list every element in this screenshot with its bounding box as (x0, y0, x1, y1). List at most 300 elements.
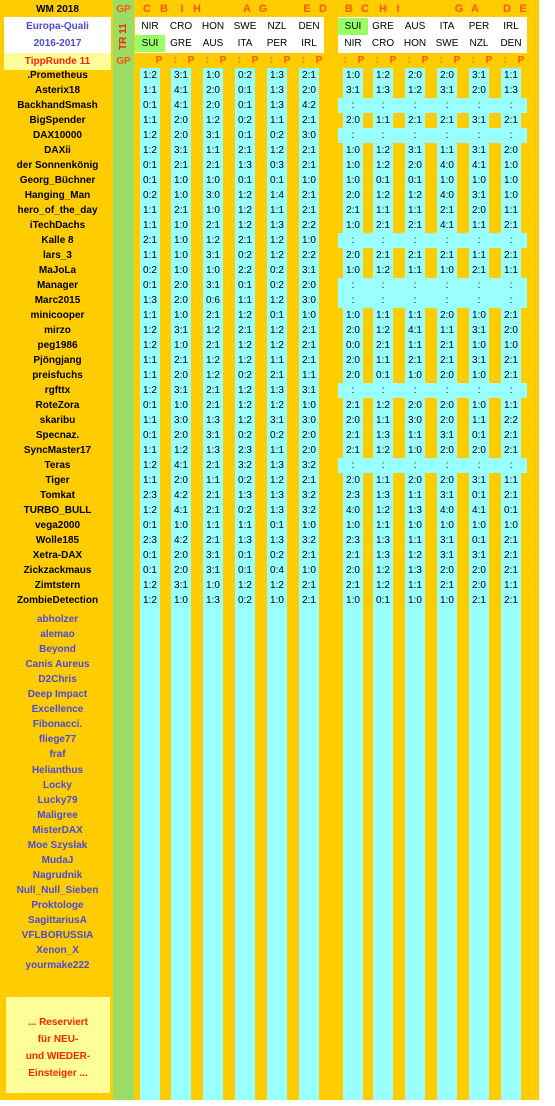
tip-cell: 1:0 (174, 340, 188, 351)
tip-cell: 3:1 (302, 385, 316, 396)
tip-cell: 1:3 (206, 445, 220, 456)
result-cell: 1:0 (440, 265, 454, 276)
result-cell: 2:0 (472, 580, 486, 591)
tip-cell: 2:1 (302, 70, 316, 81)
player-name: Tiger (45, 475, 70, 486)
subheader-left: : (269, 55, 273, 66)
gp-label-top: GP (116, 4, 131, 15)
tip-cell: 2:0 (302, 85, 316, 96)
gp-label-sub: GP (116, 56, 131, 67)
result-cell: 3:1 (472, 355, 486, 366)
result-cell: 1:0 (408, 595, 422, 606)
tip-cell: 1:2 (270, 400, 284, 411)
team-left-top: DEN (298, 21, 320, 32)
result-cell: 1:1 (504, 265, 518, 276)
result-cell: 1:0 (504, 340, 518, 351)
result-cell: 2:0 (440, 475, 454, 486)
subheader-left: P (283, 55, 291, 66)
player-name: vega2000 (34, 520, 81, 531)
result-cell: 4:0 (346, 505, 360, 516)
tip-cell: 2:0 (174, 370, 188, 381)
tip-cell: 1:3 (206, 595, 220, 606)
result-cell: 4:1 (472, 505, 486, 516)
tip-cell: 1:0 (302, 520, 316, 531)
team-right-top: GRE (372, 21, 394, 32)
tip-cell: 1:0 (174, 595, 188, 606)
subheader-left: P (219, 55, 227, 66)
result-cell: 1:1 (408, 535, 422, 546)
result-cell: 1:1 (408, 340, 422, 351)
result-cell: : (509, 130, 513, 141)
result-cell: 2:0 (472, 445, 486, 456)
tip-cell: 3:1 (206, 130, 220, 141)
tip-cell: 2:0 (174, 280, 188, 291)
inactive-player-name: Null_Null_Sieben (16, 884, 99, 896)
tip-cell: 0:2 (143, 265, 157, 276)
tip-cell: 1:0 (302, 175, 316, 186)
inactive-player-name: fliege77 (38, 734, 77, 746)
tip-cell: 3:0 (302, 295, 316, 306)
result-cell: 1:1 (408, 310, 422, 321)
tip-cell: 1:1 (270, 445, 284, 456)
tip-cell: 2:0 (302, 280, 316, 291)
tip-cell: 2:1 (206, 505, 220, 516)
tip-cell: 2:0 (174, 475, 188, 486)
result-cell: : (445, 100, 449, 111)
inactive-player-name: yourmake222 (25, 960, 90, 972)
tip-cell: 1:0 (206, 205, 220, 216)
result-cell: 2:1 (346, 550, 360, 561)
result-cell: 2:1 (440, 355, 454, 366)
tip-cell: 0:2 (270, 265, 284, 276)
result-cell: 1:0 (346, 70, 360, 81)
result-cell: 1:0 (346, 520, 360, 531)
team-right-top: SUI (338, 18, 368, 35)
tip-cell: 1:0 (174, 190, 188, 201)
result-cell: 3:1 (472, 190, 486, 201)
tip-cell: 0:2 (238, 115, 252, 126)
subheader-right: : (471, 55, 475, 66)
tip-cell: 1:1 (206, 475, 220, 486)
result-cell: 1:3 (376, 490, 390, 501)
player-name: Asterix18 (34, 85, 81, 96)
tip-cell: 1:1 (143, 355, 157, 366)
result-cell: : (477, 295, 481, 306)
result-cell: 1:0 (472, 175, 486, 186)
player-name: RoteZora (35, 400, 80, 411)
tip-cell: 0:1 (143, 100, 157, 111)
result-cell: 2:1 (376, 340, 390, 351)
result-cell: 2:0 (440, 445, 454, 456)
result-cell: : (445, 460, 449, 471)
tip-cell: 2:2 (302, 250, 316, 261)
tip-cell: 1:2 (238, 415, 252, 426)
result-cell: 1:3 (408, 565, 422, 576)
result-cell: 1:2 (376, 565, 390, 576)
player-name: DAXii (44, 145, 71, 156)
tip-cell: 1:2 (238, 340, 252, 351)
team-left-top: HON (201, 21, 225, 32)
tip-cell: 3:1 (206, 280, 220, 291)
tip-cell: 0:1 (143, 550, 157, 561)
result-cell: 2:0 (408, 475, 422, 486)
tip-cell: 1:3 (238, 160, 252, 171)
tip-cell: 1:0 (174, 220, 188, 231)
result-cell: : (413, 280, 417, 291)
tip-cell: 1:2 (143, 385, 157, 396)
result-cell: 1:2 (376, 445, 390, 456)
group-letter-right: A (471, 3, 479, 15)
result-cell: 2:1 (440, 205, 454, 216)
result-cell: 1:0 (504, 190, 518, 201)
tip-cell: 3:1 (174, 145, 188, 156)
result-cell: : (445, 385, 449, 396)
tip-cell: 1:2 (238, 190, 252, 201)
result-cell: : (413, 130, 417, 141)
result-cell: 1:1 (504, 580, 518, 591)
tip-cell: 4:2 (174, 490, 188, 501)
tip-cell: 2:0 (206, 100, 220, 111)
result-cell: 2:0 (408, 400, 422, 411)
team-left-bottom: GRE (170, 38, 192, 49)
player-name: SyncMaster17 (23, 445, 92, 456)
result-cell: 1:0 (472, 310, 486, 321)
tip-cell: 1:2 (238, 310, 252, 321)
result-cell: 0:1 (472, 430, 486, 441)
group-letter-right: G (454, 3, 464, 15)
tip-cell: 0:2 (143, 190, 157, 201)
result-cell: 4:0 (440, 190, 454, 201)
result-cell: : (477, 385, 481, 396)
tip-cell: 1:0 (174, 310, 188, 321)
tip-cell: 1:0 (206, 265, 220, 276)
tip-cell: 2:1 (206, 400, 220, 411)
tip-cell: 1:3 (270, 85, 284, 96)
player-name: TURBO_BULL (23, 505, 92, 516)
tip-cell: 3:1 (302, 265, 316, 276)
tip-cell: 1:2 (270, 340, 284, 351)
result-cell: 2:1 (346, 400, 360, 411)
inactive-player-name: fraf (49, 749, 66, 761)
tip-cell: 1:3 (270, 505, 284, 516)
newcomer-box (6, 997, 110, 1093)
tip-cell: 1:0 (302, 400, 316, 411)
result-cell: 2:0 (346, 355, 360, 366)
tip-cell: 1:2 (270, 580, 284, 591)
tip-cell: 2:1 (302, 325, 316, 336)
result-cell: 1:0 (346, 145, 360, 156)
tip-cell: 1:3 (206, 415, 220, 426)
inactive-player-name: Deep Impact (27, 689, 88, 701)
result-cell: 3:1 (472, 475, 486, 486)
tip-cell: 2:0 (174, 430, 188, 441)
tip-cell: 2:0 (302, 445, 316, 456)
player-name: mirzo (44, 325, 71, 336)
tip-cell: 1:3 (143, 295, 157, 306)
result-cell: 2:0 (504, 325, 518, 336)
result-cell: 1:2 (376, 265, 390, 276)
tip-cell: 0:1 (143, 280, 157, 291)
result-cell: 2:1 (504, 565, 518, 576)
result-cell: : (445, 130, 449, 141)
subheader-right: : (407, 55, 411, 66)
result-cell: 1:1 (376, 355, 390, 366)
inactive-player-name: MudaJ (41, 854, 74, 866)
tip-cell: 1:2 (143, 460, 157, 471)
subheader-right: : (343, 55, 347, 66)
tip-cell: 1:2 (143, 505, 157, 516)
result-cell: 1:1 (440, 325, 454, 336)
tip-cell: 2:1 (302, 115, 316, 126)
result-cell: : (351, 130, 355, 141)
team-right-bottom: NZL (469, 38, 489, 49)
tip-cell: 1:2 (143, 130, 157, 141)
result-cell: 1:0 (346, 220, 360, 231)
tip-cell: 1:2 (238, 580, 252, 591)
tip-cell: 1:2 (174, 445, 188, 456)
tip-cell: 1:2 (270, 325, 284, 336)
result-cell: 1:2 (376, 190, 390, 201)
tip-cell: 1:2 (270, 235, 284, 246)
tip-cell: 1:0 (174, 235, 188, 246)
team-left-bottom: IRL (301, 38, 317, 49)
tip-cell: 1:1 (143, 415, 157, 426)
subheader-right: : (375, 55, 379, 66)
result-cell: 2:1 (504, 355, 518, 366)
footer-line4: Einsteiger ... (28, 1068, 88, 1079)
tip-cell: 1:2 (270, 145, 284, 156)
subheader-left: P (187, 55, 195, 66)
result-cell: : (509, 295, 513, 306)
tip-cell: 1:2 (143, 70, 157, 81)
result-cell: 2:0 (346, 565, 360, 576)
tip-cell: 1:1 (143, 220, 157, 231)
tip-cell: 1:1 (143, 310, 157, 321)
tip-cell: 1:0 (174, 250, 188, 261)
result-cell: 2:0 (346, 325, 360, 336)
tip-cell: 4:1 (174, 505, 188, 516)
result-cell: 3:1 (346, 85, 360, 96)
tip-cell: 2:1 (143, 235, 157, 246)
result-cell: 1:2 (376, 160, 390, 171)
tip-cell: 4:2 (302, 100, 316, 111)
group-letter-left: A (243, 3, 251, 15)
result-cell: : (477, 460, 481, 471)
tip-cell: 2:1 (302, 550, 316, 561)
group-letter-left: D (319, 3, 327, 15)
result-cell: 1:1 (504, 400, 518, 411)
player-name: ZombieDetection (16, 595, 99, 606)
result-cell: : (413, 100, 417, 111)
subtitle-box (4, 17, 111, 53)
result-cell: : (413, 235, 417, 246)
tip-cell: 3:1 (206, 250, 220, 261)
tip-cell: 1:2 (270, 475, 284, 486)
result-cell: 1:0 (504, 160, 518, 171)
result-cell: 2:0 (440, 400, 454, 411)
tip-cell: 1:3 (238, 490, 252, 501)
subheader-right: P (485, 55, 493, 66)
tip-cell: 3:1 (206, 565, 220, 576)
player-name: Specnaz. (35, 430, 80, 441)
tip-cell: 2:1 (206, 490, 220, 501)
result-cell: 1:1 (408, 205, 422, 216)
result-cell: 2:1 (504, 550, 518, 561)
tip-cell: 3:1 (174, 70, 188, 81)
player-name: der Sonnenkönig (16, 160, 99, 171)
tip-cell: 4:1 (174, 460, 188, 471)
result-cell: 2:0 (346, 190, 360, 201)
subheader-left: : (301, 55, 305, 66)
result-cell: 1:1 (376, 475, 390, 486)
tip-cell: 0:1 (238, 280, 252, 291)
result-cell: 2:0 (346, 475, 360, 486)
tip-cell: 1:2 (143, 325, 157, 336)
tip-cell: 3:1 (206, 430, 220, 441)
result-cell: 1:1 (472, 250, 486, 261)
team-left-bottom: SUI (135, 35, 165, 52)
result-cell: 2:0 (440, 70, 454, 81)
result-cell: 2:1 (472, 265, 486, 276)
tip-cell: 0:2 (238, 475, 252, 486)
result-cell: 1:2 (376, 580, 390, 591)
tip-cell: 1:3 (270, 100, 284, 111)
result-cell: 1:1 (408, 430, 422, 441)
tip-cell: 1:2 (206, 370, 220, 381)
result-cell: 2:0 (408, 70, 422, 81)
result-cell: 2:0 (346, 250, 360, 261)
result-cell: : (509, 280, 513, 291)
tip-cell: 1:2 (206, 325, 220, 336)
result-cell: 1:0 (472, 340, 486, 351)
result-cell: 2:1 (504, 430, 518, 441)
tip-cell: 3:1 (174, 580, 188, 591)
result-cell: 2:1 (346, 430, 360, 441)
tip-cell: 0:1 (270, 310, 284, 321)
group-letter-left: E (303, 3, 311, 15)
tip-cell: 0:3 (270, 160, 284, 171)
tip-cell: 2:1 (238, 145, 252, 156)
result-cell: 1:0 (346, 265, 360, 276)
result-cell: 2:1 (408, 355, 422, 366)
team-left-top: NZL (267, 21, 287, 32)
result-cell: : (381, 130, 385, 141)
tip-cell: 1:1 (143, 370, 157, 381)
subheader-right: P (421, 55, 429, 66)
result-cell: 4:0 (440, 160, 454, 171)
inactive-player-name: D2Chris (38, 674, 77, 686)
tip-cell: 2:1 (206, 535, 220, 546)
tip-cell: 0:1 (270, 175, 284, 186)
result-cell: 2:2 (504, 415, 518, 426)
tip-cell: 2:1 (206, 220, 220, 231)
result-cell: 2:0 (346, 115, 360, 126)
team-right-bottom: HON (403, 38, 427, 49)
tip-cell: 0:1 (238, 85, 252, 96)
result-cell: 1:0 (346, 175, 360, 186)
result-cell: 2:1 (504, 220, 518, 231)
player-name: Tomkat (40, 490, 75, 501)
result-cell: 1:1 (472, 415, 486, 426)
result-cell: : (413, 295, 417, 306)
result-cell: 1:1 (376, 205, 390, 216)
player-name: MaJoLa (38, 265, 77, 276)
tip-cell: 1:2 (206, 115, 220, 126)
result-cell: : (445, 235, 449, 246)
tip-cell: 1:3 (270, 385, 284, 396)
tip-cell: 0:2 (270, 130, 284, 141)
result-cell: : (445, 280, 449, 291)
result-cell: 0:1 (376, 370, 390, 381)
tip-cell: 0:1 (238, 175, 252, 186)
player-name: skaribu (39, 415, 76, 426)
result-cell: 2:1 (504, 535, 518, 546)
tip-cell: 1:1 (143, 115, 157, 126)
result-cell: : (381, 295, 385, 306)
tip-cell: 3:2 (302, 505, 316, 516)
player-name: lars_3 (43, 250, 72, 261)
result-cell: 2:3 (346, 535, 360, 546)
result-cell: 1:0 (346, 310, 360, 321)
tip-cell: 1:2 (238, 400, 252, 411)
player-name: hero_of_the_day (17, 205, 98, 216)
result-cell: 1:3 (376, 535, 390, 546)
result-cell: 1:2 (376, 505, 390, 516)
result-cell: 1:0 (472, 400, 486, 411)
inactive-player-name: Lucky79 (37, 794, 78, 806)
player-name: Zickzackmaus (23, 565, 92, 576)
team-right-bottom: SWE (435, 38, 459, 49)
tip-cell: 1:4 (270, 190, 284, 201)
result-cell: 2:0 (346, 415, 360, 426)
tip-cell: 4:1 (174, 85, 188, 96)
result-cell: : (477, 130, 481, 141)
result-cell: 1:1 (376, 415, 390, 426)
result-cell: 1:2 (408, 85, 422, 96)
tip-cell: 0:2 (238, 250, 252, 261)
result-cell: 3:1 (472, 550, 486, 561)
tip-cell: 1:3 (238, 535, 252, 546)
tip-cell: 1:2 (143, 580, 157, 591)
tip-cell: 2:1 (302, 340, 316, 351)
tip-cell: 2:0 (174, 565, 188, 576)
result-cell: 2:1 (472, 595, 486, 606)
result-cell: 2:1 (408, 220, 422, 231)
result-cell: 0:1 (472, 535, 486, 546)
tip-cell: 2:2 (302, 220, 316, 231)
tip-cell: 1:1 (270, 205, 284, 216)
subtitle-line2: 2016-2017 (33, 38, 82, 49)
result-cell: 1:2 (376, 325, 390, 336)
result-cell: 0:1 (376, 595, 390, 606)
result-cell: 3:1 (472, 145, 486, 156)
result-cell: 3:1 (440, 550, 454, 561)
result-cell: : (509, 460, 513, 471)
tip-cell: 2:0 (174, 115, 188, 126)
result-cell: : (477, 100, 481, 111)
team-right-top: PER (468, 21, 490, 32)
tip-cell: 2:1 (174, 355, 188, 366)
player-name: rgfttx (44, 385, 71, 396)
tip-cell: 2:0 (174, 130, 188, 141)
result-cell: 1:1 (408, 265, 422, 276)
tip-cell: 3:1 (206, 550, 220, 561)
tip-cell: 1:2 (143, 340, 157, 351)
tip-cell: 1:0 (174, 265, 188, 276)
tip-cell: 3:0 (302, 415, 316, 426)
tip-cell: 1:1 (270, 115, 284, 126)
tip-cell: 2:2 (238, 265, 252, 276)
